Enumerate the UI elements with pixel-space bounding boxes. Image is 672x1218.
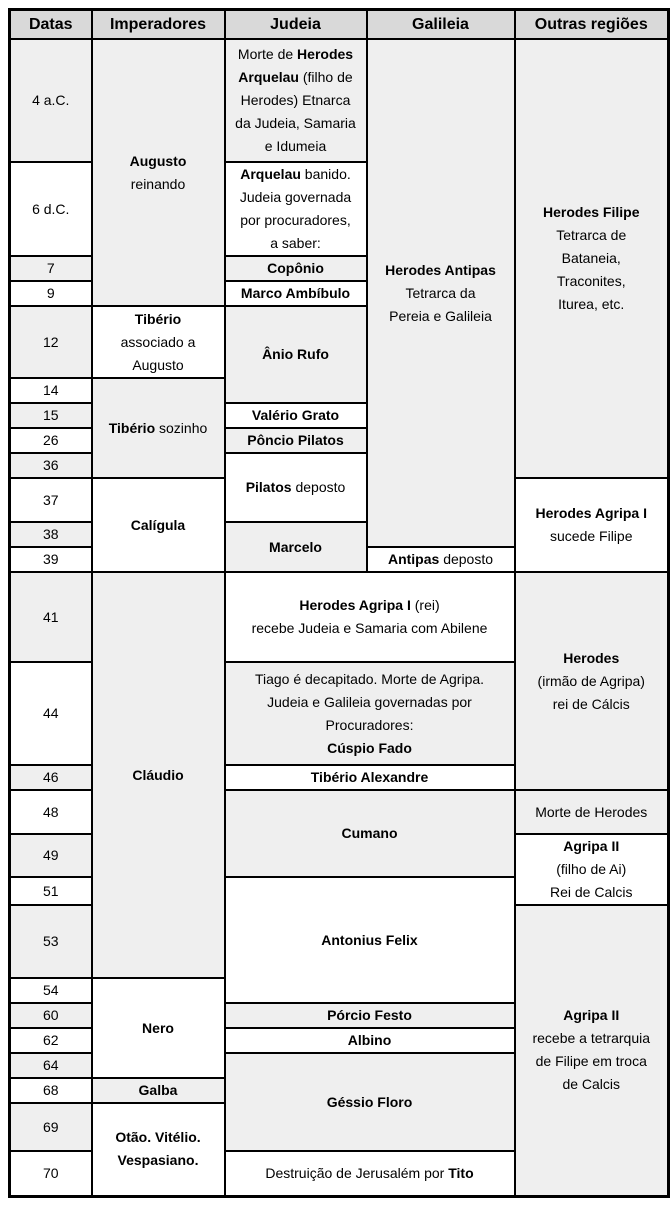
cell-line [518,270,666,293]
text-segment: Agripa II [563,838,620,854]
cell-line [228,714,512,737]
cell-emperor-augusto [92,39,225,306]
cell-emperor-caligula [92,478,225,572]
cell-line [13,1004,89,1027]
cell-date-9 [10,281,92,306]
cell-date-54 [10,978,92,1003]
text-segment: 54 [42,982,59,998]
cell-line [95,764,222,787]
cell-judeia-coponio [225,256,367,281]
header-outras-regioes [515,10,669,40]
cell-judeia-galileia-tiberio-alexandre [225,765,515,790]
cell-line [518,1073,666,1096]
cell-line [228,209,364,232]
cell-date-49 [10,834,92,877]
cell-line [95,1017,222,1040]
text-segment: de Filipe em troca [535,1053,647,1070]
text-segment: Nero [142,1019,174,1036]
text-segment: Tito [448,1164,474,1181]
cell-line [95,1079,222,1102]
cell-line [228,257,364,280]
text-segment: Calígula [130,516,186,533]
cell-line [228,476,364,499]
text-segment: 15 [42,407,59,423]
header-outras-regioes-label: Outras regiões [534,16,648,33]
text-segment: da Judeia, Samaria [235,115,356,131]
cell-emperor-tiberio-sozinho [92,378,225,478]
text-segment: Marco Ambíbulo [240,285,351,301]
text-segment: deposto [439,551,494,567]
cell-judeia-galileia-herodes-agripa-i-rei [225,572,515,662]
cell-line [370,548,512,571]
cell-line [228,66,364,89]
cell-date-15 [10,403,92,428]
text-segment: 26 [42,432,59,448]
cell-line [228,112,364,135]
cell-line [228,1029,512,1052]
text-segment: Morte de Herodes [535,803,648,820]
cell-line [228,429,364,452]
cell-judeia-anio-rufo [225,306,367,403]
cell-outras-herodes-irmao-agripa [515,572,669,790]
cell-line [228,282,364,305]
cell-line [518,801,666,824]
cell-line [13,89,89,112]
text-segment: (rei) [410,597,440,613]
text-segment: 4 a.C. [32,92,70,108]
text-segment: Arquelau [240,166,301,182]
text-segment: a saber: [270,235,321,251]
table-row [10,39,669,162]
cell-judeia-galileia-albino [225,1028,515,1053]
text-segment: sozinho [155,419,208,436]
text-segment: associado a [120,333,196,350]
cell-line [13,1029,89,1052]
cell-outras-morte-de-herodes [515,790,669,834]
text-segment: 70 [42,1164,59,1181]
cell-line [228,1162,512,1185]
cell-date-51 [10,877,92,905]
cell-judeia-galileia-gessio-floro [225,1053,515,1151]
header-galileia [367,10,515,40]
text-segment: 46 [42,769,59,785]
text-segment: Bataneia, [561,250,621,266]
cell-line [13,1116,89,1139]
text-segment: 44 [42,705,59,721]
cell-line [95,308,222,331]
cell-line [518,1027,666,1050]
cell-judeia-galileia-cumano [225,790,515,877]
cell-date-70 [10,1151,92,1196]
cell-line [518,835,666,858]
cell-outras-herodes-agripa-i-sucede [515,478,669,572]
cell-judeia-galileia-destruicao-jerusalem [225,1151,515,1196]
text-segment: 7 [46,260,55,276]
text-segment: Arquelau [238,69,299,85]
cell-line [95,150,222,173]
cell-date-69 [10,1103,92,1151]
cell-line [13,801,89,824]
cell-line [95,417,222,440]
text-segment: Traconites, [556,273,626,289]
cell-line [518,201,666,224]
cell-date-44 [10,662,92,765]
cell-line [228,163,364,186]
cell-line [13,766,89,789]
cell-line [13,404,89,427]
cell-line [228,691,512,714]
cell-line [13,979,89,1002]
cell-outras-agripa-ii-filho [515,834,669,905]
cell-judeia-galileia-antonius-felix [225,877,515,1003]
text-segment: Pilatos [245,479,292,495]
text-segment: e Idumeia [264,138,327,154]
text-segment: 68 [42,1082,59,1098]
text-segment: Tibério [108,419,156,436]
text-segment: por procuradores, [240,212,351,228]
text-segment: (filho de Ai) [556,861,627,877]
cell-line [518,247,666,270]
text-segment: Cúspio Fado [327,739,412,756]
cell-line [228,343,364,366]
cell-line [95,173,222,196]
cell-judeia-pilatos-deposto [225,453,367,522]
text-segment: 37 [42,491,59,508]
text-segment: Ânio Rufo [262,346,329,362]
cell-line [95,514,222,537]
text-segment: 64 [42,1057,59,1073]
cell-outras-herodes-filipe [515,39,669,478]
text-segment: Agripa II [563,1007,620,1024]
cell-date-37 [10,478,92,522]
cell-date-12 [10,306,92,378]
text-segment: 62 [42,1032,59,1048]
cell-line [95,331,222,354]
cell-line [518,502,666,525]
text-segment: Tetrarca da [405,284,476,301]
cell-date-60 [10,1003,92,1028]
text-segment: 12 [42,333,59,350]
text-segment: Valério Grato [251,407,340,423]
text-segment: Tiago é decapitado. Morte de Agripa. [254,670,485,687]
table-body [10,39,669,1196]
cell-date-68 [10,1078,92,1103]
text-segment: Herodes Antipas [385,261,496,278]
cell-line [228,232,364,255]
text-segment: Judeia e Galileia governadas por [267,693,472,710]
text-segment: Copônio [267,260,324,276]
header-datas-label: Datas [28,16,73,33]
cell-line [13,1162,89,1185]
text-segment: Augusto [129,152,187,169]
cell-line [228,766,512,789]
text-segment: Herodes [297,46,354,62]
cell-date-38 [10,522,92,547]
table-row [10,572,669,662]
text-segment: 51 [42,882,59,899]
cell-line [95,1126,222,1149]
header-imperadores [92,10,225,40]
text-segment: Augusto [132,356,184,373]
cell-line [95,354,222,377]
text-segment: Vespasiano. [117,1152,199,1169]
cell-line [228,737,512,760]
cell-date-4ac [10,39,92,162]
cell-date-62 [10,1028,92,1053]
text-segment: Judeia governada [239,189,352,205]
header-galileia-label: Galileia [412,16,469,33]
cell-line [228,1091,512,1114]
text-segment: Herodes Filipe [543,204,640,220]
cell-line [228,186,364,209]
text-segment: rei de Cálcis [552,695,630,712]
cell-judeia-valerio-grato [225,403,367,428]
text-segment: Tibério Alexandre [310,769,429,785]
text-segment: 41 [42,608,59,625]
header-judeia [225,10,367,40]
cell-emperor-galba [92,1078,225,1103]
cell-line [228,929,512,952]
cell-date-6dc [10,162,92,256]
text-segment: Otão. Vitélio. [115,1129,201,1146]
cell-line [228,135,364,158]
cell-line [518,858,666,881]
cell-line [518,1004,666,1027]
cell-judeia-morte-herodes-arquelau [225,39,367,162]
header-row [10,10,669,40]
cell-line [13,1054,89,1077]
cell-judeia-galileia-tiago-decapitado [225,662,515,765]
cell-emperor-claudio [92,572,225,978]
text-segment: reinando [130,175,186,192]
cell-judeia-marcelo [225,522,367,572]
cell-line [13,1079,89,1102]
text-segment: 14 [42,382,59,398]
text-segment: Marcelo [269,538,322,555]
table-header [10,10,669,40]
cell-line [518,1050,666,1073]
cell-line [13,257,89,280]
cell-outras-agripa-ii-tetrarquia [515,905,669,1196]
cell-date-48 [10,790,92,834]
text-segment: Tibério [134,310,182,327]
text-segment: Herodes) Etnarca [240,92,351,108]
cell-line [13,702,89,725]
text-segment: 39 [42,551,59,567]
cell-date-39 [10,547,92,572]
cell-line [228,43,364,66]
cell-emperor-otao-vitelio-vespasiano [92,1103,225,1196]
timeline-table [8,8,670,1198]
cell-judeia-arquelau-banido [225,162,367,256]
cell-judeia-galileia-porcio-festo [225,1003,515,1028]
cell-date-36 [10,453,92,478]
cell-line [228,89,364,112]
text-segment: sucede Filipe [550,528,633,544]
text-segment: (filho de [298,69,353,85]
text-segment: recebe a tetrarquia [532,1030,651,1047]
cell-line [13,880,89,903]
cell-line [13,844,89,867]
text-segment: de Calcis [562,1076,621,1093]
cell-date-41 [10,572,92,662]
cell-line [13,548,89,571]
cell-line [13,523,89,546]
cell-line [518,525,666,548]
cell-date-14 [10,378,92,403]
text-segment: Géssio Floro [326,1093,413,1110]
cell-line [13,606,89,629]
text-segment: Herodes Agripa I [535,505,647,521]
text-segment: Cláudio [132,766,184,783]
cell-line [13,331,89,354]
cell-line [13,379,89,402]
cell-line [13,282,89,305]
cell-line [95,1149,222,1172]
cell-emperor-tiberio-associado [92,306,225,378]
text-segment: 60 [42,1007,59,1023]
text-segment: 38 [42,526,59,542]
cell-line [518,293,666,316]
cell-line [228,617,512,640]
cell-line [370,282,512,305]
header-judeia-label: Judeia [270,16,321,33]
text-segment: Herodes [563,649,620,666]
text-segment: recebe Judeia e Samaria com Abilene [251,620,488,636]
text-segment: Cumano [341,825,398,841]
text-segment: Iturea, etc. [558,296,625,312]
text-segment: banido. [300,166,351,182]
text-segment: Galba [138,1082,178,1098]
header-datas [10,10,92,40]
cell-date-64 [10,1053,92,1078]
cell-judeia-poncio-pilatos [225,428,367,453]
cell-line [228,536,364,559]
cell-line [228,594,512,617]
header-imperadores-label: Imperadores [109,16,207,33]
text-segment: 53 [42,933,59,949]
text-segment: Albino [347,1032,392,1048]
cell-line [228,822,512,845]
cell-line [518,224,666,247]
text-segment: 36 [42,457,59,473]
cell-line [518,647,666,670]
cell-line [518,693,666,716]
text-segment: Antonius Felix [321,931,418,948]
cell-date-26 [10,428,92,453]
text-segment: Pereia e Galileia [389,307,492,324]
cell-date-46 [10,765,92,790]
text-segment: Pórcio Festo [327,1007,412,1023]
text-segment: Herodes Agripa I [299,597,411,613]
cell-emperor-nero [92,978,225,1078]
text-segment: Morte de [237,46,298,62]
cell-line [370,305,512,328]
text-segment: 9 [46,285,55,301]
cell-date-53 [10,905,92,978]
text-segment: 6 d.C. [32,200,70,217]
text-segment: 49 [42,847,59,863]
cell-line [13,198,89,221]
text-segment: Tetrarca de [556,227,627,243]
text-segment: Destruição de Jerusalém por [265,1164,449,1181]
cell-line [228,1004,512,1027]
cell-line [228,404,364,427]
text-segment: 69 [42,1118,59,1135]
text-segment: Pôncio Pilatos [247,432,344,448]
cell-line [518,670,666,693]
text-segment: Rei de Calcis [550,884,633,900]
text-segment: 48 [42,803,59,820]
cell-line [13,930,89,953]
cell-line [13,454,89,477]
text-segment: deposto [291,479,346,495]
cell-date-7 [10,256,92,281]
cell-line [13,429,89,452]
text-segment: Procuradores: [325,716,414,733]
cell-line [13,489,89,512]
text-segment: (irmão de Agripa) [537,672,645,689]
cell-line [370,259,512,282]
cell-galileia-herodes-antipas [367,39,515,547]
cell-line [518,881,666,904]
cell-galileia-antipas-deposto [367,547,515,572]
cell-judeia-marco-ambibulo [225,281,367,306]
text-segment: Antipas [387,551,440,567]
cell-line [228,668,512,691]
